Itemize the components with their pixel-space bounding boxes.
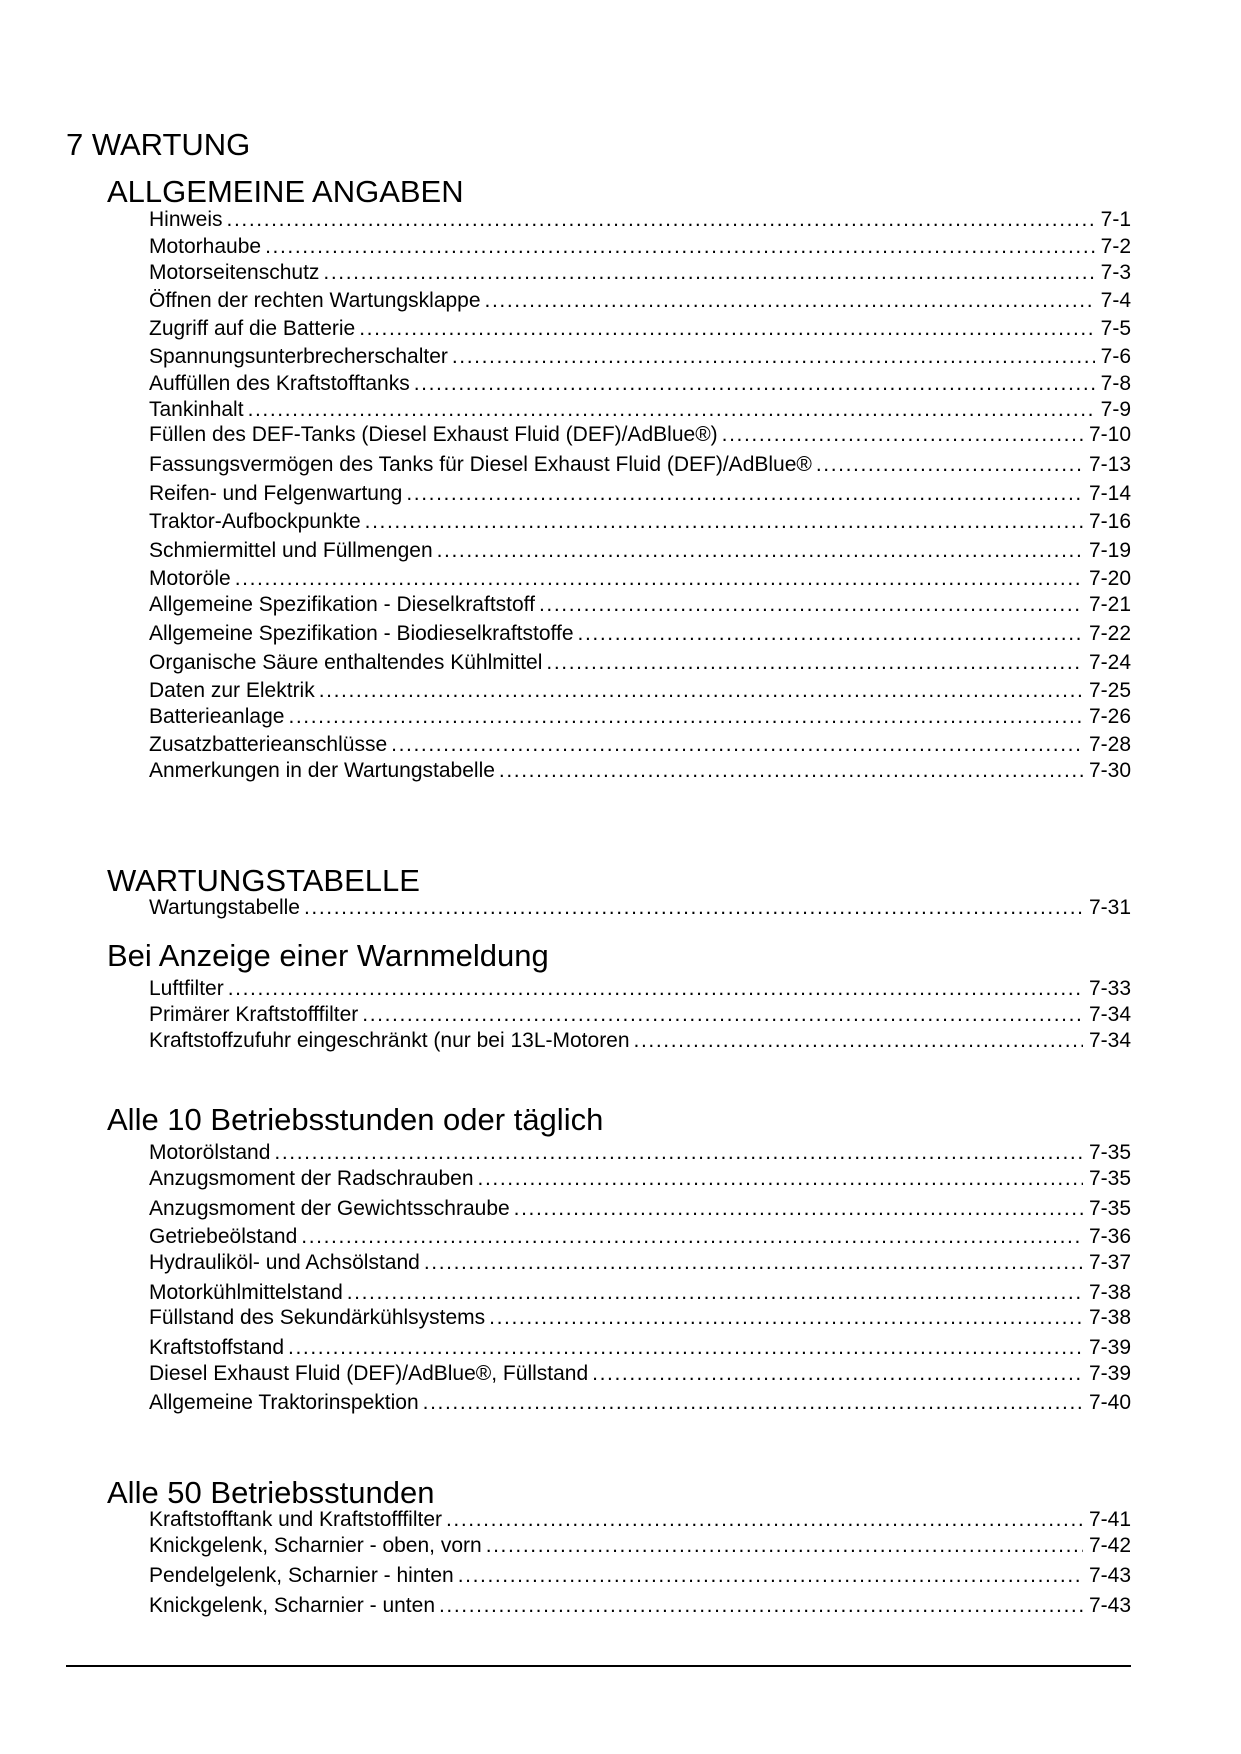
- toc-entry[interactable]: [149, 453, 1131, 477]
- toc-entry-page-number: 7-16: [1088, 510, 1131, 533]
- dot-leader: [227, 208, 1095, 232]
- dot-leader: [424, 1251, 1083, 1275]
- toc-entry-label: Motorölstand: [149, 1141, 271, 1164]
- dot-leader: [248, 398, 1095, 422]
- toc-entry-label: Anzugsmoment der Radschrauben: [149, 1167, 474, 1190]
- toc-entry[interactable]: [149, 482, 1131, 506]
- toc-entry[interactable]: [149, 261, 1131, 285]
- toc-entry[interactable]: [149, 622, 1131, 646]
- toc-entry-page-number: 7-38: [1088, 1306, 1131, 1329]
- toc-entry[interactable]: [149, 372, 1131, 396]
- dot-leader: [423, 1391, 1083, 1415]
- toc-entry[interactable]: [149, 733, 1131, 757]
- toc-entry[interactable]: [149, 1251, 1131, 1275]
- toc-entry-page-number: 7-24: [1088, 651, 1131, 674]
- toc-entry[interactable]: [149, 1167, 1131, 1191]
- toc-entry-page-number: 7-35: [1088, 1141, 1131, 1164]
- dot-leader: [406, 482, 1083, 506]
- toc-entry[interactable]: [149, 1336, 1131, 1360]
- dot-leader: [319, 679, 1083, 703]
- dot-leader: [816, 453, 1083, 477]
- dot-leader: [288, 705, 1083, 729]
- toc-entry-page-number: 7-42: [1088, 1534, 1131, 1557]
- section-heading: Alle 10 Betriebsstunden oder täglich: [107, 1102, 604, 1137]
- toc-entry[interactable]: [149, 1281, 1131, 1305]
- toc-entry[interactable]: [149, 235, 1131, 259]
- dot-leader: [478, 1167, 1083, 1191]
- toc-entry[interactable]: [149, 1564, 1131, 1588]
- toc-entry-label: Daten zur Elektrik: [149, 679, 315, 702]
- toc-entry-label: Schmiermittel und Füllmengen: [149, 539, 433, 562]
- toc-entry[interactable]: [149, 539, 1131, 563]
- section-heading: WARTUNGSTABELLE: [107, 863, 420, 898]
- dot-leader: [301, 1225, 1083, 1249]
- toc-entry-label: Auffüllen des Kraftstofftanks: [149, 372, 410, 395]
- toc-entry[interactable]: [149, 345, 1131, 369]
- toc-entry-page-number: 7-39: [1088, 1336, 1131, 1359]
- toc-entry-label: Anmerkungen in der Wartungstabelle: [149, 759, 495, 782]
- toc-entry-label: Allgemeine Traktorinspektion: [149, 1391, 419, 1414]
- toc-entry[interactable]: [149, 1029, 1131, 1053]
- dot-leader: [486, 1534, 1083, 1558]
- dot-leader: [265, 235, 1095, 259]
- section-heading: Bei Anzeige einer Warnmeldung: [107, 938, 549, 973]
- toc-entry-page-number: 7-37: [1088, 1251, 1131, 1274]
- toc-entry-page-number: 7-20: [1088, 567, 1131, 590]
- toc-entry-label: Batterieanlage: [149, 705, 285, 728]
- dot-leader: [458, 1564, 1083, 1588]
- toc-entry[interactable]: [149, 1362, 1131, 1386]
- toc-entry[interactable]: [149, 1003, 1131, 1027]
- toc-entry-page-number: 7-34: [1088, 1003, 1131, 1026]
- dot-leader: [323, 261, 1094, 285]
- dot-leader: [228, 977, 1083, 1001]
- toc-entry-label: Motoröle: [149, 567, 231, 590]
- toc-entry[interactable]: [149, 289, 1131, 313]
- toc-entry-label: Anzugsmoment der Gewichtsschraube: [149, 1197, 510, 1220]
- toc-entry-label: Traktor-Aufbockpunkte: [149, 510, 361, 533]
- toc-entry[interactable]: [149, 1391, 1131, 1415]
- dot-leader: [359, 317, 1094, 341]
- toc-entry[interactable]: [149, 423, 1131, 447]
- toc-entry-page-number: 7-26: [1088, 705, 1131, 728]
- dot-leader: [391, 733, 1083, 757]
- dot-leader: [539, 593, 1083, 617]
- toc-entry[interactable]: [149, 1534, 1131, 1558]
- toc-entry-label: Organische Säure enthaltendes Kühlmittel: [149, 651, 543, 674]
- toc-entry-page-number: 7-30: [1088, 759, 1131, 782]
- dot-leader: [578, 622, 1083, 646]
- toc-entry-page-number: 7-3: [1100, 261, 1131, 284]
- toc-entry-label: Primärer Kraftstofffilter: [149, 1003, 359, 1026]
- toc-entry-page-number: 7-43: [1088, 1594, 1131, 1617]
- toc-entry-label: Kraftstofftank und Kraftstofffilter: [149, 1508, 442, 1531]
- toc-entry-label: Knickgelenk, Scharnier - unten: [149, 1594, 435, 1617]
- toc-entry-label: Hydrauliköl- und Achsölstand: [149, 1251, 420, 1274]
- toc-entry[interactable]: [149, 510, 1131, 534]
- toc-entry-page-number: 7-28: [1088, 733, 1131, 756]
- toc-entry-page-number: 7-40: [1088, 1391, 1131, 1414]
- dot-leader: [514, 1197, 1083, 1221]
- dot-leader: [347, 1281, 1083, 1305]
- toc-entry[interactable]: [149, 1508, 1131, 1532]
- toc-entry-page-number: 7-5: [1100, 317, 1131, 340]
- toc-entry-page-number: 7-9: [1100, 398, 1131, 421]
- toc-entry-label: Reifen- und Felgenwartung: [149, 482, 403, 505]
- dot-leader: [485, 289, 1095, 313]
- dot-leader: [499, 759, 1083, 783]
- toc-entry-page-number: 7-36: [1088, 1225, 1131, 1248]
- toc-entry-page-number: 7-43: [1088, 1564, 1131, 1587]
- toc-entry-label: Fassungsvermögen des Tanks für Diesel Exhaust Fluid (DEF)/AdBlue®: [149, 453, 812, 476]
- toc-entry-label: Diesel Exhaust Fluid (DEF)/AdBlue®, Füllstand: [149, 1362, 589, 1385]
- toc-entry-page-number: 7-39: [1088, 1362, 1131, 1385]
- dot-leader: [362, 1003, 1083, 1027]
- dot-leader: [235, 567, 1083, 591]
- toc-entry-page-number: 7-14: [1088, 482, 1131, 505]
- toc-entry-page-number: 7-35: [1088, 1167, 1131, 1190]
- section-heading: ALLGEMEINE ANGABEN: [107, 174, 464, 209]
- toc-entry[interactable]: [149, 567, 1131, 591]
- dot-leader: [304, 896, 1083, 920]
- dot-leader: [722, 423, 1083, 447]
- toc-entry[interactable]: [149, 705, 1131, 729]
- toc-entry-label: Hinweis: [149, 208, 223, 231]
- dot-leader: [452, 345, 1095, 369]
- dot-leader: [274, 1141, 1083, 1165]
- toc-entry-page-number: 7-2: [1100, 235, 1131, 258]
- toc-entry-label: Spannungsunterbrecherschalter: [149, 345, 448, 368]
- toc-entry-label: Zugriff auf die Batterie: [149, 317, 356, 340]
- toc-entry-page-number: 7-31: [1088, 896, 1131, 919]
- dot-leader: [437, 539, 1083, 563]
- bottom-divider: [66, 1665, 1131, 1667]
- dot-leader: [489, 1306, 1083, 1330]
- toc-entry[interactable]: [149, 398, 1131, 422]
- toc-entry-page-number: 7-34: [1088, 1029, 1131, 1052]
- dot-leader: [288, 1336, 1083, 1360]
- toc-entry[interactable]: [149, 1594, 1131, 1618]
- toc-entry-page-number: 7-38: [1088, 1281, 1131, 1304]
- toc-entry[interactable]: [149, 651, 1131, 675]
- dot-leader: [634, 1029, 1083, 1053]
- toc-entry-label: Allgemeine Spezifikation - Dieselkraftstoff: [149, 593, 535, 616]
- toc-entry-label: Öffnen der rechten Wartungsklappe: [149, 289, 481, 312]
- toc-entry-page-number: 7-33: [1088, 977, 1131, 1000]
- toc-entry-page-number: 7-10: [1088, 423, 1131, 446]
- toc-entry[interactable]: [149, 759, 1131, 783]
- toc-entry-label: Füllen des DEF-Tanks (Diesel Exhaust Fluid (DEF)/AdBlue®): [149, 423, 718, 446]
- section-heading: Alle 50 Betriebsstunden: [107, 1475, 435, 1510]
- toc-entry-page-number: 7-41: [1088, 1508, 1131, 1531]
- toc-entry-label: Zusatzbatterieanschlüsse: [149, 733, 388, 756]
- toc-entry-label: Füllstand des Sekundärkühlsystems: [149, 1306, 486, 1329]
- toc-entry-page-number: 7-6: [1100, 345, 1131, 368]
- toc-entry[interactable]: [149, 1306, 1131, 1330]
- toc-entry[interactable]: [149, 208, 1131, 232]
- toc-entry-label: Motorhaube: [149, 235, 262, 258]
- toc-entry-page-number: 7-22: [1088, 622, 1131, 645]
- toc-entry-label: Motorkühlmittelstand: [149, 1281, 343, 1304]
- toc-entry-page-number: 7-35: [1088, 1197, 1131, 1220]
- toc-entry-page-number: 7-13: [1088, 453, 1131, 476]
- toc-entry-page-number: 7-8: [1100, 372, 1131, 395]
- toc-entry-label: Tankinhalt: [149, 398, 244, 421]
- toc-entry-label: Luftfilter: [149, 977, 224, 1000]
- toc-entry[interactable]: [149, 317, 1131, 341]
- toc-entry-label: Motorseitenschutz: [149, 261, 320, 284]
- toc-entry[interactable]: [149, 1141, 1131, 1165]
- toc-entry-page-number: 7-4: [1100, 289, 1131, 312]
- dot-leader: [439, 1594, 1083, 1618]
- chapter-title: 7 WARTUNG: [66, 127, 251, 162]
- toc-entry-label: Getriebeölstand: [149, 1225, 298, 1248]
- toc-entry-label: Allgemeine Spezifikation - Biodieselkraftstoffe: [149, 622, 574, 645]
- toc-entry-label: Pendelgelenk, Scharnier - hinten: [149, 1564, 454, 1587]
- toc-entry[interactable]: [149, 1197, 1131, 1221]
- dot-leader: [365, 510, 1083, 534]
- dot-leader: [446, 1508, 1083, 1532]
- dot-leader: [546, 651, 1083, 675]
- toc-entry-label: Kraftstoffstand: [149, 1336, 285, 1359]
- toc-entry[interactable]: [149, 977, 1131, 1001]
- toc-entry-page-number: 7-21: [1088, 593, 1131, 616]
- toc-entry-label: Knickgelenk, Scharnier - oben, vorn: [149, 1534, 482, 1557]
- toc-entry[interactable]: [149, 679, 1131, 703]
- toc-entry-label: Kraftstoffzufuhr eingeschränkt (nur bei 13L-Motoren: [149, 1029, 630, 1052]
- toc-entry[interactable]: [149, 896, 1131, 920]
- dot-leader: [592, 1362, 1083, 1386]
- toc-entry-page-number: 7-19: [1088, 539, 1131, 562]
- dot-leader: [414, 372, 1095, 396]
- toc-entry-page-number: 7-1: [1100, 208, 1131, 231]
- toc-entry[interactable]: [149, 1225, 1131, 1249]
- toc-entry[interactable]: [149, 593, 1131, 617]
- toc-entry-label: Wartungstabelle: [149, 896, 300, 919]
- toc-entry-page-number: 7-25: [1088, 679, 1131, 702]
